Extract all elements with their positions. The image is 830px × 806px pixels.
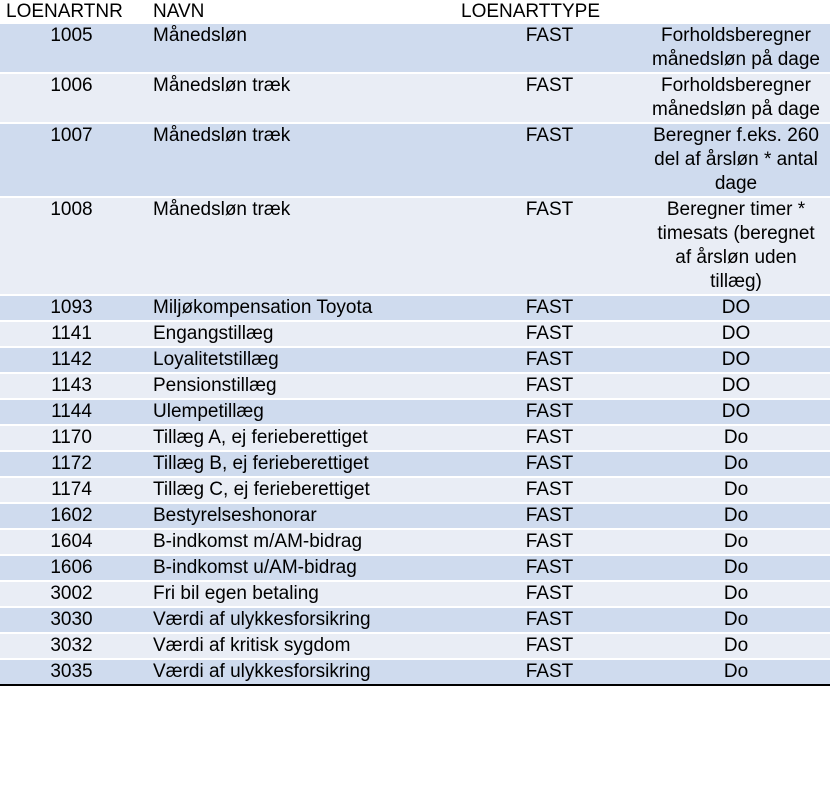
cell-loenarttype: FAST [457,373,642,399]
cell-description: Do [642,633,830,659]
cell-description: DO [642,399,830,425]
table-row [0,451,830,477]
cell-navn: Miljøkompensation Toyota [143,295,457,321]
cell-loenarttype: FAST [457,24,642,73]
cell-description: DO [642,347,830,373]
cell-description: Do [642,555,830,581]
cell-description: Do [642,529,830,555]
cell-navn: Fri bil egen betaling [143,581,457,607]
table-row [0,477,830,503]
cell-loenarttype: FAST [457,555,642,581]
cell-description: Do [642,425,830,451]
cell-navn: Månedsløn [143,24,457,73]
cell-description: DO [642,295,830,321]
cell-loenartnr: 1007 [0,123,143,197]
cell-loenartnr: 1174 [0,477,143,503]
cell-loenarttype: FAST [457,659,642,685]
cell-navn: Månedsløn træk [143,123,457,197]
cell-navn: Ulempetillæg [143,399,457,425]
cell-loenartnr: 1144 [0,399,143,425]
cell-loenarttype: FAST [457,477,642,503]
cell-loenarttype: FAST [457,607,642,633]
cell-navn: Tillæg C, ej ferieberettiget [143,477,457,503]
cell-description: Do [642,503,830,529]
table-row [0,73,830,123]
cell-navn: B-indkomst u/AM-bidrag [143,555,457,581]
cell-description: Do [642,607,830,633]
table-row [0,425,830,451]
cell-description: Forholdsberegner månedsløn på dage [642,73,830,123]
header-row [0,0,830,24]
table-row [0,581,830,607]
cell-loenarttype: FAST [457,123,642,197]
cell-description: Do [642,451,830,477]
cell-loenartnr: 3030 [0,607,143,633]
cell-navn: Månedsløn træk [143,73,457,123]
cell-navn: Tillæg B, ej ferieberettiget [143,451,457,477]
table-row [0,555,830,581]
header-description [642,0,830,24]
cell-loenarttype: FAST [457,197,642,295]
cell-loenartnr: 1005 [0,24,143,73]
cell-loenartnr: 1602 [0,503,143,529]
cell-description: Do [642,581,830,607]
cell-navn: Værdi af ulykkesforsikring [143,659,457,685]
cell-loenartnr: 3002 [0,581,143,607]
cell-loenartnr: 1606 [0,555,143,581]
cell-loenartnr: 3032 [0,633,143,659]
cell-navn: Tillæg A, ej ferieberettiget [143,425,457,451]
cell-loenarttype: FAST [457,451,642,477]
cell-loenartnr: 3035 [0,659,143,685]
cell-loenartnr: 1604 [0,529,143,555]
cell-loenarttype: FAST [457,425,642,451]
cell-description: Forholdsberegner månedsløn på dage [642,24,830,73]
table-row [0,347,830,373]
table-row [0,529,830,555]
cell-navn: Værdi af ulykkesforsikring [143,607,457,633]
cell-navn: Pensionstillæg [143,373,457,399]
table-body [0,24,830,685]
table-row [0,607,830,633]
cell-description: DO [642,373,830,399]
table-row [0,24,830,73]
cell-loenartnr: 1141 [0,321,143,347]
cell-loenarttype: FAST [457,295,642,321]
table-row [0,197,830,295]
cell-description: DO [642,321,830,347]
header-loenarttype: LOENARTTYPE [457,0,642,24]
cell-navn: Værdi af kritisk sygdom [143,633,457,659]
cell-loenarttype: FAST [457,529,642,555]
cell-loenarttype: FAST [457,503,642,529]
cell-loenartnr: 1172 [0,451,143,477]
cell-loenartnr: 1008 [0,197,143,295]
cell-navn: Loyalitetstillæg [143,347,457,373]
cell-navn: B-indkomst m/AM-bidrag [143,529,457,555]
table-row [0,399,830,425]
cell-loenartnr: 1143 [0,373,143,399]
cell-loenarttype: FAST [457,633,642,659]
cell-description: Do [642,659,830,685]
table-row [0,295,830,321]
cell-loenarttype: FAST [457,321,642,347]
table-row [0,633,830,659]
header-navn: NAVN [143,0,457,24]
cell-loenartnr: 1170 [0,425,143,451]
table-row [0,659,830,685]
table-row [0,373,830,399]
cell-loenarttype: FAST [457,399,642,425]
cell-description: Beregner timer * timesats (beregnet af årsløn uden tillæg) [642,197,830,295]
cell-loenarttype: FAST [457,347,642,373]
cell-loenartnr: 1142 [0,347,143,373]
header-loenartnr: LOENARTNR [0,0,143,24]
cell-loenarttype: FAST [457,581,642,607]
cell-loenartnr: 1093 [0,295,143,321]
cell-loenarttype: FAST [457,73,642,123]
table-row [0,321,830,347]
table-row [0,123,830,197]
cell-description: Beregner f.eks. 260 del af årsløn * antal dage [642,123,830,197]
table-row [0,503,830,529]
cell-loenartnr: 1006 [0,73,143,123]
cell-description: Do [642,477,830,503]
cell-navn: Bestyrelseshonorar [143,503,457,529]
cell-navn: Engangstillæg [143,321,457,347]
cell-navn: Månedsløn træk [143,197,457,295]
